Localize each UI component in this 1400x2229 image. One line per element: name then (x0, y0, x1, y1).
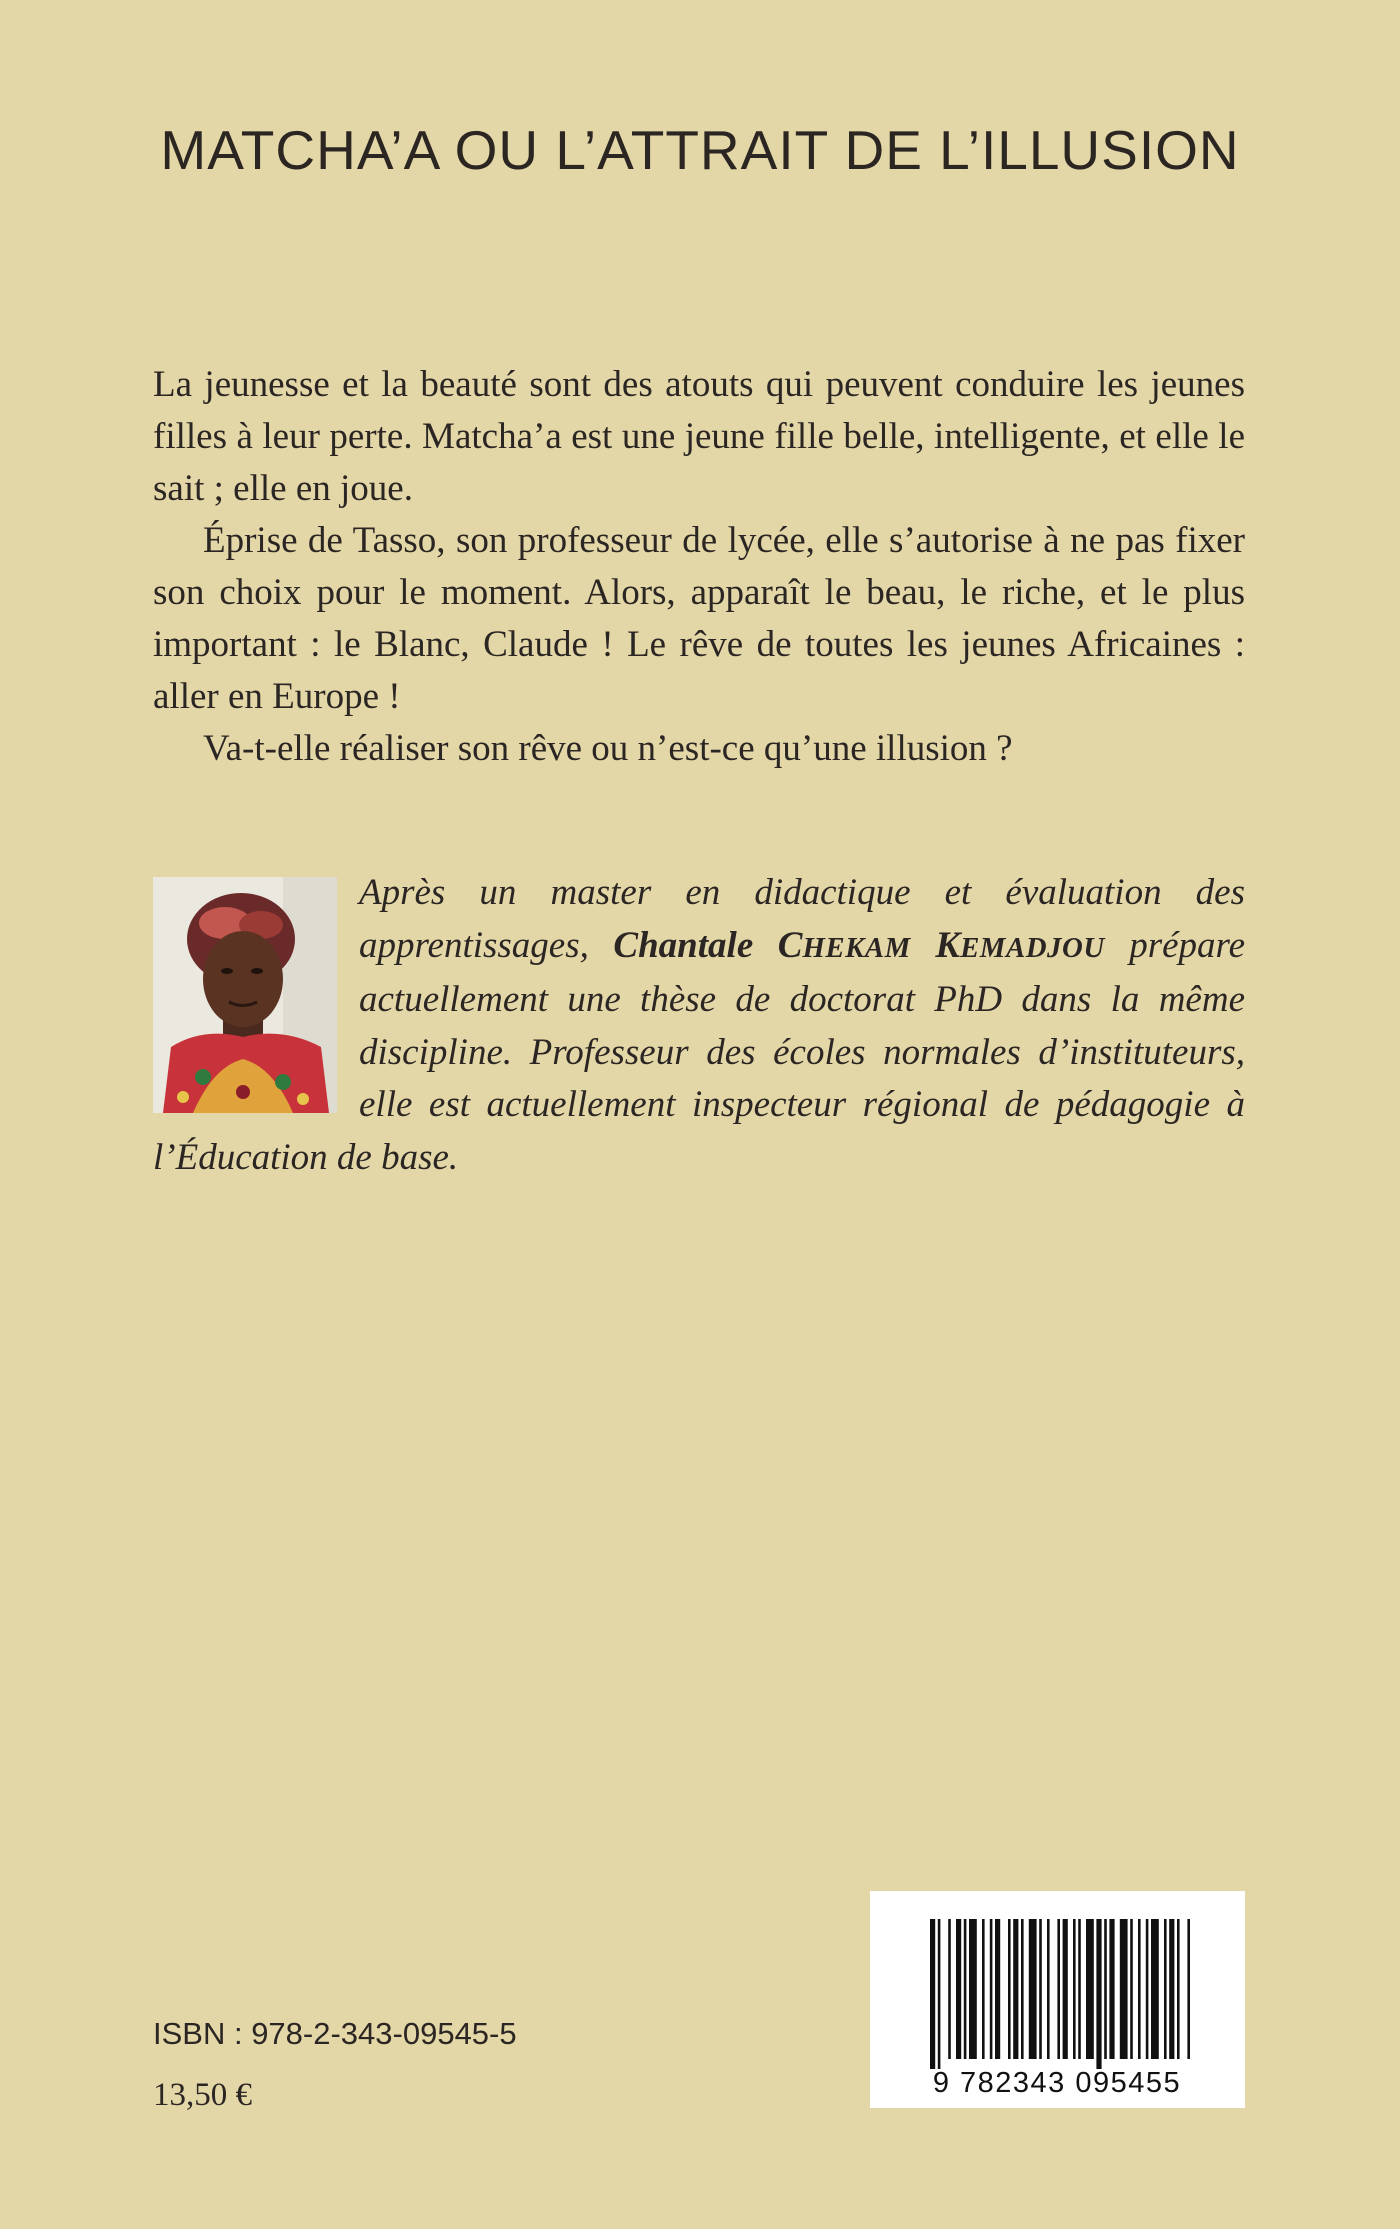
barcode-digits: 9 782343 095455 (932, 2067, 1182, 2099)
price: 13,50 € (153, 2077, 252, 2113)
barcode-bar (964, 1919, 967, 2059)
bio-body: prépare actuellement une thèse de doctorat PhD dans la même discipline. Professeur des écoles normales d’instituteurs, elle est actuellement inspecteur régional de pédagogie à l’Éducation de base. (153, 924, 1245, 1178)
barcode-bar (969, 1919, 977, 2059)
author-surname-initial: C (777, 924, 803, 966)
author-name-space (911, 925, 936, 966)
barcode-bar (1120, 1919, 1128, 2059)
author-bio (153, 867, 1245, 1184)
barcode-bar (1109, 1919, 1114, 2059)
barcode-bar (1021, 1919, 1024, 2059)
bio-intro: Après un master en didactique et évaluation des apprentissages, (359, 872, 1245, 966)
barcode-bar (1104, 1919, 1107, 2059)
barcode-bar (1008, 1919, 1011, 2059)
barcode-bar (1073, 1919, 1076, 2059)
barcode (870, 1891, 1245, 2108)
barcode-bar (1151, 1919, 1159, 2059)
barcode-bar (1047, 1919, 1050, 2059)
barcode-bar (1096, 1919, 1101, 2069)
author-first-name: Chantale (613, 924, 778, 966)
author-name (613, 925, 1104, 966)
barcode-bar (1138, 1919, 1141, 2059)
barcode-bar (1013, 1919, 1018, 2059)
barcode-bar (930, 1919, 935, 2069)
barcode-bar (1086, 1919, 1094, 2059)
barcode-bar (1169, 1919, 1174, 2059)
barcode-bar (995, 1919, 1000, 2059)
barcode-bar (948, 1919, 951, 2059)
barcode-bars (930, 1919, 1190, 2069)
barcode-bar (938, 1919, 941, 2069)
barcode-bar (1130, 1919, 1133, 2059)
barcode-bar (990, 1919, 993, 2059)
barcode-bar (956, 1919, 961, 2059)
photo-spacer (153, 867, 359, 1117)
barcode-bar (1039, 1919, 1042, 2059)
barcode-bar (982, 1919, 985, 2059)
blurb-paragraph-2: Éprise de Tasso, son professeur de lycée, elle s’autorise à ne pas fixer son choix pour le moment. Alors, apparaît le beau, le riche, et le plus important : le Blanc, Claude ! Le rêve de toutes les jeunes Africaines : aller en Europe ! (153, 520, 1245, 717)
barcode-bar (1029, 1919, 1037, 2059)
barcode-bar (1078, 1919, 1081, 2059)
barcode-bar (1187, 1919, 1190, 2059)
barcode-bar (1164, 1919, 1167, 2059)
barcode-bar (1177, 1919, 1180, 2059)
author-surname-rest: HEKAM (802, 931, 911, 964)
barcode-bar (1146, 1919, 1149, 2059)
blurb-paragraph-3: Va-t-elle réaliser son rêve ou n’est-ce qu’une illusion ? (203, 728, 1013, 769)
barcode-bar (1063, 1919, 1068, 2059)
back-cover-blurb (153, 359, 1245, 775)
isbn: ISBN : 978-2-343-09545-5 (153, 2016, 517, 2051)
book-title: MATCHA’A OU L’ATTRAIT DE L’ILLUSION (160, 119, 1240, 181)
author-surname2-rest: EMADJOU (960, 931, 1105, 964)
author-surname2-initial: K (935, 924, 961, 966)
barcode-bar (1057, 1919, 1060, 2059)
blurb-paragraph-1: La jeunesse et la beauté sont des atouts qui peuvent conduire les jeunes filles à leur perte. Matcha’a est une jeune fille belle, intelligente, et elle le sait ; elle en joue. (153, 364, 1245, 509)
